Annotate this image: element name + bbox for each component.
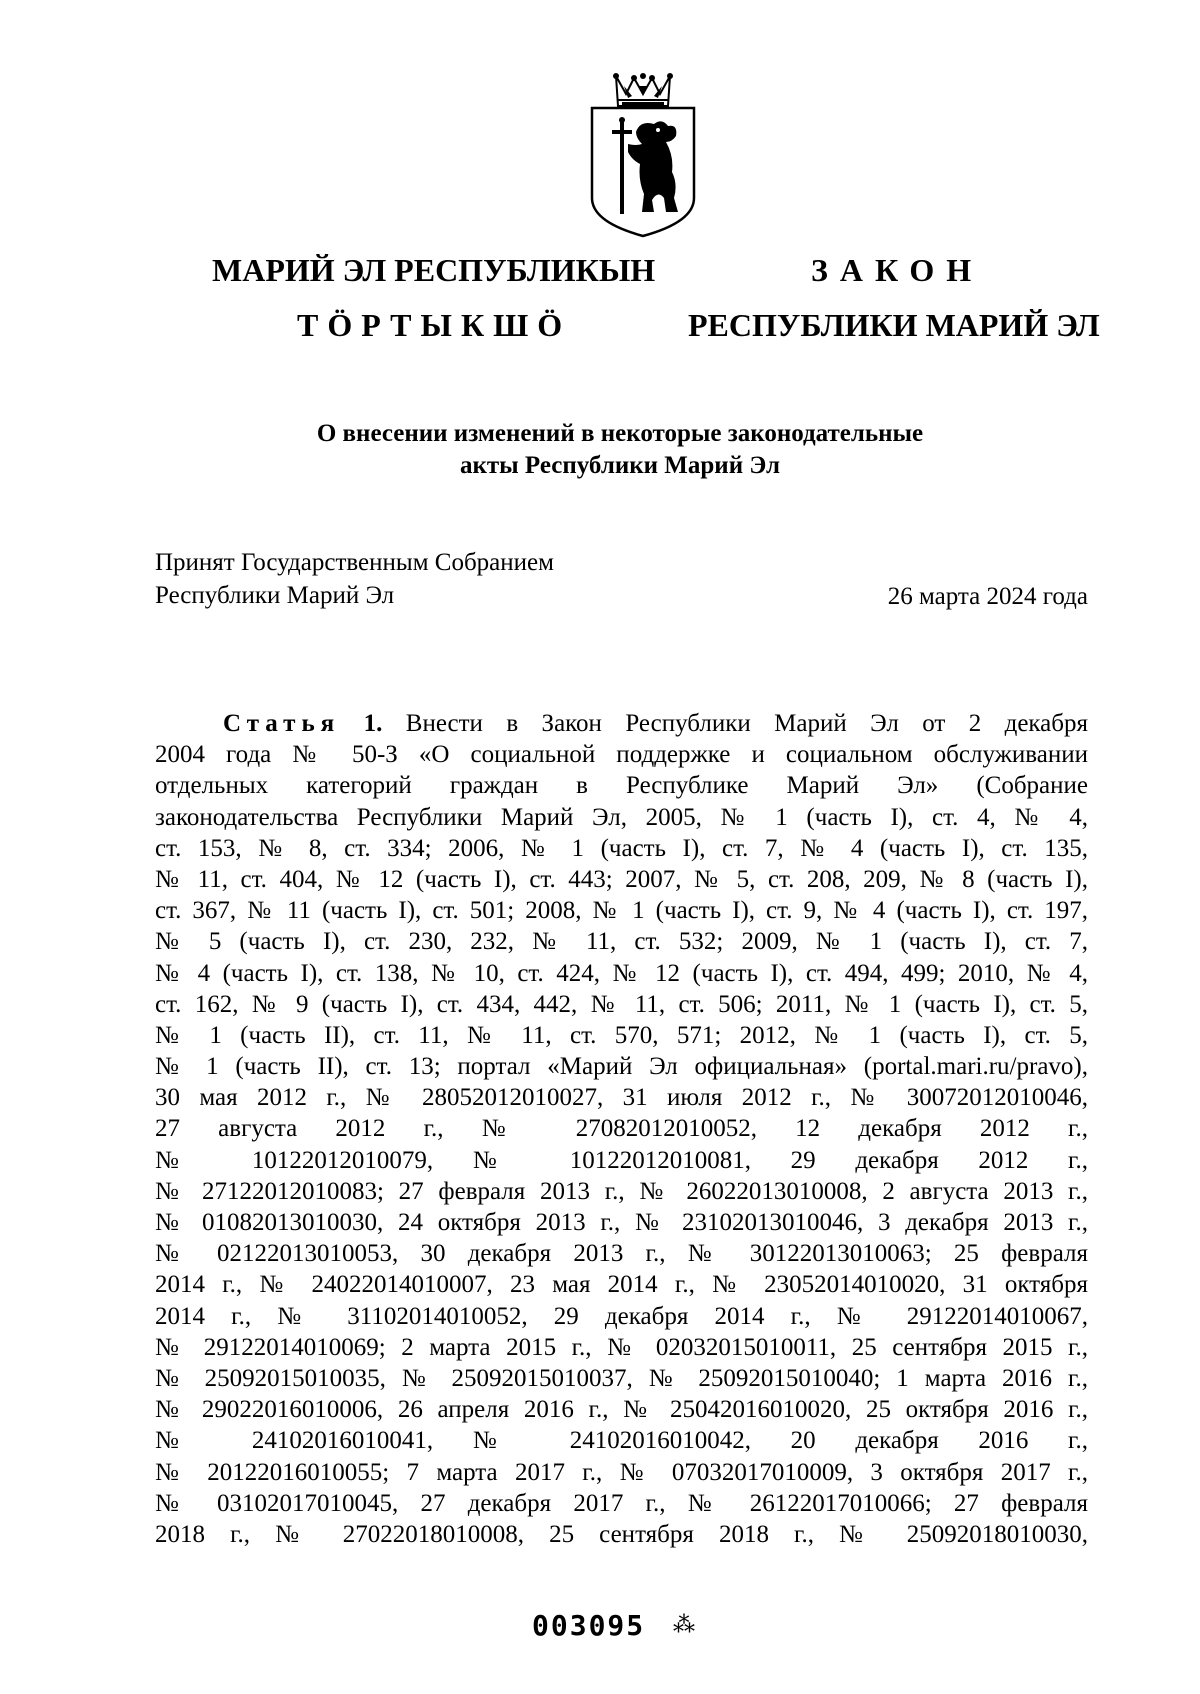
adoption-statement	[155, 546, 554, 612]
adoption-line1: Принят Государственным Собранием	[155, 549, 554, 576]
article-line: № 4 (часть I), ст. 138, № 10, ст. 424, № 12 (часть I), ст. 494, 499; 2010, № 4,	[155, 959, 1088, 987]
article-line: 2014 г., № 31102014010052, 29 декабря 2014 г., № 29122014010067,	[155, 1302, 1088, 1330]
document-title	[150, 418, 1090, 482]
header-right-line2: РЕСПУБЛИКИ МАРИЙ ЭЛ	[688, 307, 1100, 343]
article-line: 2004 года № 50-З «О социальной поддержке и социальном обслуживании	[155, 741, 1088, 769]
article-line: № 10122012010079, № 10122012010081, 29 декабря 2012 г.,	[155, 1146, 1088, 1174]
article-line: № 29022016010006, 26 апреля 2016 г., № 25042016010020, 25 октября 2016 г.,	[155, 1396, 1088, 1424]
article-line: ст. 153, № 8, ст. 334; 2006, № 1 (часть I), ст. 7, № 4 (часть I), ст. 135,	[155, 834, 1088, 862]
title-line2: акты Республики Марий Эл	[459, 452, 781, 479]
article-line	[155, 708, 1088, 739]
article-line: 2018 г., № 27022018010008, 25 сентября 2018 г., № 25092018010030,	[155, 1520, 1088, 1548]
header-right-line1: ЗАКОН	[811, 252, 984, 288]
header-left-line2: ТӦРТЫКШӦ	[297, 307, 572, 343]
article-body	[155, 708, 1088, 1550]
article-number: 1.	[363, 710, 383, 737]
article-line: отдельных категорий граждан в Республике Марий Эл» (Собрание	[155, 772, 1088, 800]
article-line: 30 мая 2012 г., № 28052012010027, 31 июля 2012 г., № 30072012010046,	[155, 1084, 1088, 1112]
adoption-line2: Республики Марий Эл	[155, 582, 395, 609]
article-line: № 20122016010055; 7 марта 2017 г., № 07032017010009, 3 октября 2017 г.,	[155, 1458, 1088, 1486]
article-line: № 1 (часть II), ст. 11, № 11, ст. 570, 571; 2012, № 1 (часть I), ст. 5,	[155, 1021, 1088, 1049]
article-line-text: Внести в Закон Республики Марий Эл от 2 декабря	[405, 710, 1088, 737]
article-line: ст. 162, № 9 (часть I), ст. 434, 442, № 11, ст. 506; 2011, № 1 (часть I), ст. 5,	[155, 990, 1088, 1018]
article-label: Статья	[223, 710, 341, 737]
article-line: № 25092015010035, № 25092015010037, № 25092015010040; 1 марта 2016 г.,	[155, 1364, 1088, 1392]
article-line: № 11, ст. 404, № 12 (часть I), ст. 443; 2007, № 5, ст. 208, 209, № 8 (часть I),	[155, 865, 1088, 893]
article-line: 2014 г., № 24022014010007, 23 мая 2014 г., № 23052014010020, 31 октября	[155, 1271, 1088, 1299]
article-line: законодательства Республики Марий Эл, 2005, № 1 (часть I), ст. 4, № 4,	[155, 803, 1088, 831]
footer-mark: ⁂	[673, 1612, 695, 1637]
mari-el-coat-of-arms-icon	[588, 72, 698, 238]
header-left-line1: МАРИЙ ЭЛ РЕСПУБЛИКЫН	[212, 252, 656, 288]
article-line: ст. 367, № 11 (часть I), ст. 501; 2008, № 1 (часть I), ст. 9, № 4 (часть I), ст. 197,	[155, 897, 1088, 925]
serial-number: 003095	[532, 1609, 646, 1642]
article-line: № 5 (часть I), ст. 230, 232, № 11, ст. 532; 2009, № 1 (часть I), ст. 7,	[155, 928, 1088, 956]
article-line: № 01082013010030, 24 октября 2013 г., № 23102013010046, 3 декабря 2013 г.,	[155, 1209, 1088, 1236]
article-line: № 1 (часть II), ст. 13; портал «Марий Эл официальная» (portal.mari.ru/pravo),	[155, 1053, 1088, 1081]
article-line: № 24102016010041, № 24102016010042, 20 декабря 2016 г.,	[155, 1427, 1088, 1455]
adoption-date: 26 марта 2024 года	[887, 583, 1088, 610]
article-line: 27 августа 2012 г., № 27082012010052, 12 декабря 2012 г.,	[155, 1115, 1088, 1143]
title-line1: О внесении изменений в некоторые законодательные	[316, 420, 924, 447]
article-line: № 03102017010045, 27 декабря 2017 г., № 26122017010066; 27 февраля	[155, 1489, 1088, 1517]
article-line: № 29122014010069; 2 марта 2015 г., № 02032015010011, 25 сентября 2015 г.,	[155, 1333, 1088, 1361]
article-line: № 27122012010083; 27 февраля 2013 г., № 26022013010008, 2 августа 2013 г.,	[155, 1177, 1088, 1205]
article-line: № 02122013010053, 30 декабря 2013 г., № 30122013010063; 25 февраля	[155, 1240, 1088, 1268]
